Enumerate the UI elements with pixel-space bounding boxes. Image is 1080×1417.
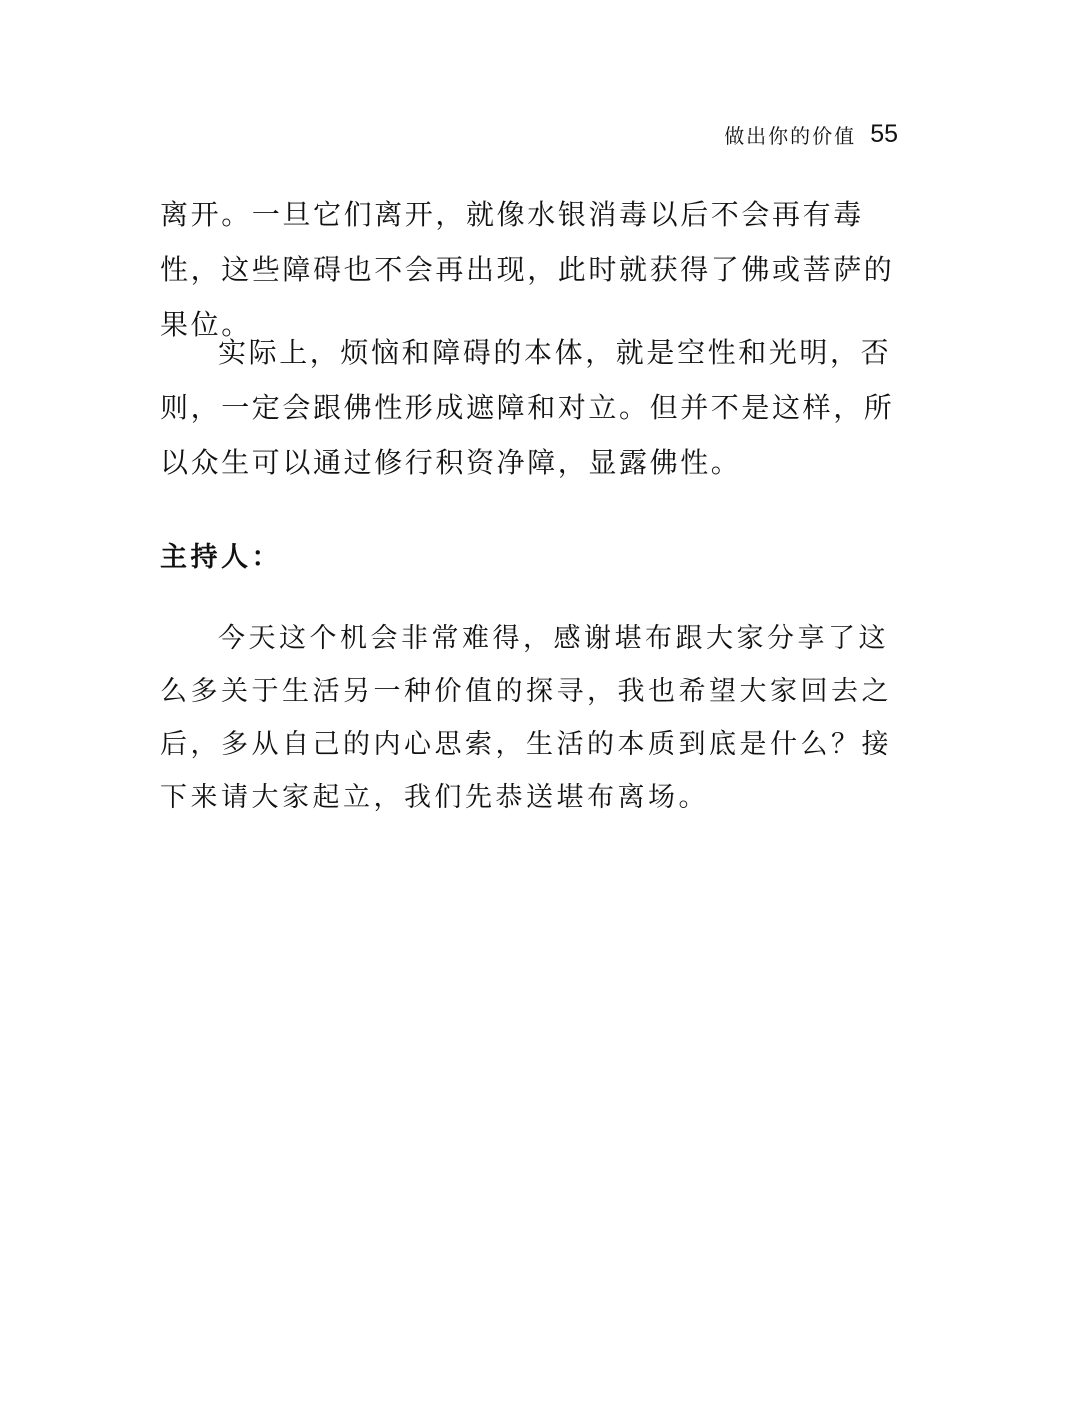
paragraph-emptiness: 实际上，烦恼和障碍的本体，就是空性和光明，否则，一定会跟佛性形成遮障和对立。但并不是这样，所以众生可以通过修行积资净障，显露佛性。 xyxy=(160,336,895,479)
paragraph-continuation: 离开。一旦它们离开，就像水银消毒以后不会再有毒性，这些障碍也不会再出现，此时就获得了佛或菩萨的果位。 xyxy=(160,198,895,341)
chapter-title: 做出你的价值 xyxy=(724,124,857,148)
speaker-label: 主持人： xyxy=(160,542,282,573)
running-header xyxy=(160,120,898,149)
paragraph-host-closing: 今天这个机会非常难得，感谢堪布跟大家分享了这么多关于生活另一种价值的探寻，我也希望大家回去之后，多从自己的内心思索，生活的本质到底是什么？接下来请大家起立，我们先恭送堪布离场。 xyxy=(160,623,892,813)
page-number: 55 xyxy=(870,120,898,148)
